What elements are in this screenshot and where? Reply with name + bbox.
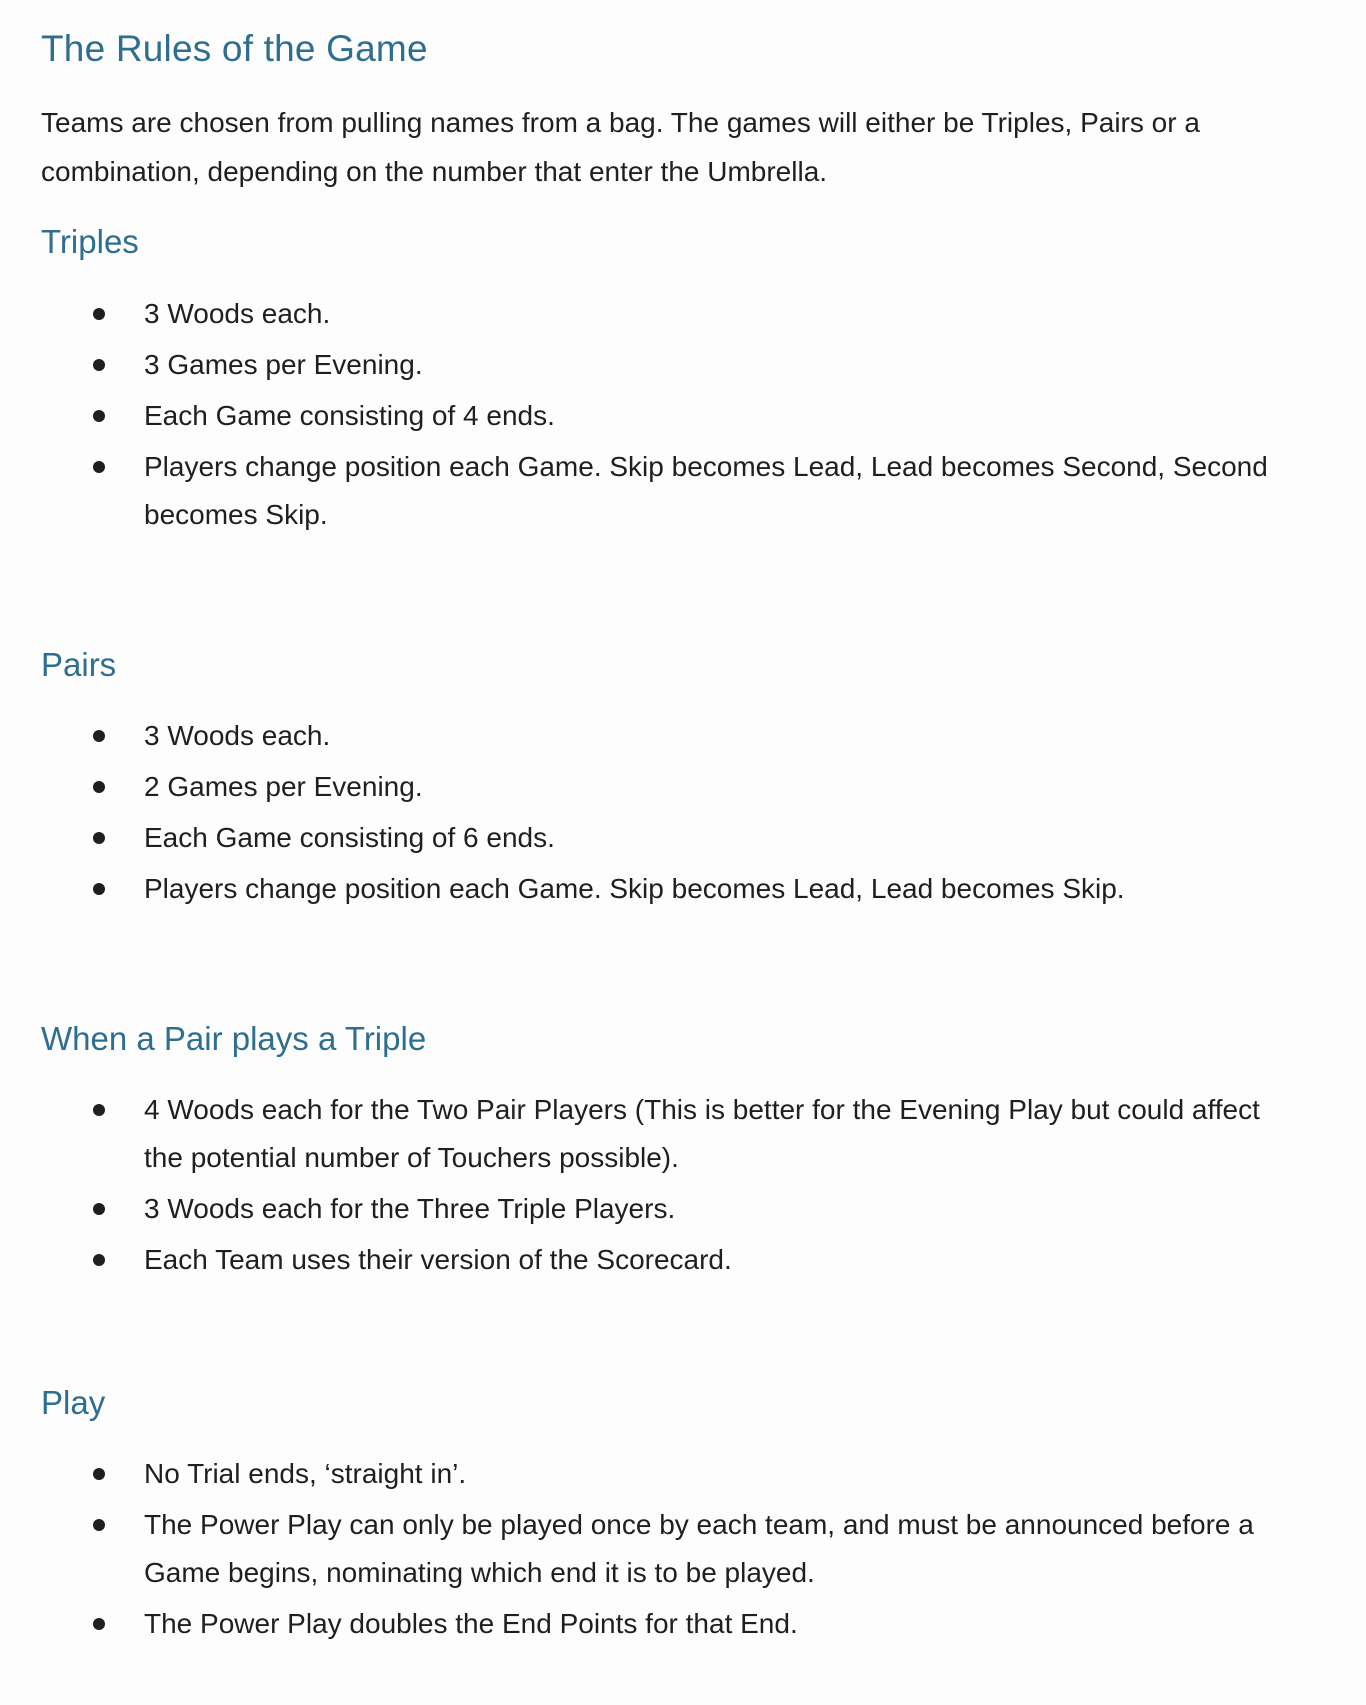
list-item-text: The Power Play can only be played once by each team, and must be announced before a Game begins, nominating which end it is to be played. — [144, 1509, 1254, 1588]
list-item-text: Each Team uses their version of the Scorecard. — [144, 1244, 732, 1275]
list-item-text: Players change position each Game. Skip becomes Lead, Lead becomes Skip. — [144, 873, 1125, 904]
list-item-text: Each Game consisting of 4 ends. — [144, 400, 555, 431]
list-item — [0, 1600, 1304, 1648]
list-play — [0, 1450, 1366, 1651]
section-heading-pairs: Pairs — [41, 646, 117, 683]
list-item — [0, 1450, 1304, 1498]
bullet-icon — [93, 1104, 105, 1116]
list-item-text: 3 Woods each. — [144, 298, 331, 329]
list-item — [0, 341, 1304, 389]
list-item — [0, 712, 1304, 760]
bullet-icon — [93, 1203, 105, 1215]
bullet-icon — [93, 781, 105, 793]
section-heading-triples: Triples — [41, 223, 139, 260]
list-item — [0, 763, 1304, 811]
list-item-text: 3 Woods each. — [144, 720, 331, 751]
bullet-icon — [93, 410, 105, 422]
bullet-icon — [93, 1618, 105, 1630]
list-item-text: 4 Woods each for the Two Pair Players (This is better for the Evening Play but could affect the potential number of Touchers possible). — [144, 1094, 1260, 1173]
list-item — [0, 290, 1304, 338]
list-item — [0, 1236, 1304, 1284]
list-item — [0, 865, 1304, 913]
bullet-icon — [93, 308, 105, 320]
list-item-text: 3 Games per Evening. — [144, 349, 423, 380]
list-item — [0, 1185, 1304, 1233]
intro-paragraph: Teams are chosen from pulling names from a bag. The games will either be Triples, Pairs or a combination, depending on the number that enter the Umbrella. — [41, 107, 1200, 187]
section-heading-play: Play — [41, 1384, 106, 1421]
list-pairs — [0, 712, 1366, 916]
list-item-text: No Trial ends, ‘straight in’. — [144, 1458, 467, 1489]
list-pair-vs-triple — [0, 1086, 1366, 1287]
list-item-text: 3 Woods each for the Three Triple Players. — [144, 1193, 676, 1224]
list-item-text: 2 Games per Evening. — [144, 771, 423, 802]
list-triples — [0, 290, 1366, 542]
bullet-icon — [93, 1519, 105, 1531]
bullet-icon — [93, 883, 105, 895]
bullet-icon — [93, 730, 105, 742]
bullet-icon — [93, 832, 105, 844]
page-title: The Rules of the Game — [41, 28, 428, 69]
list-item-text: The Power Play doubles the End Points for that End. — [144, 1608, 798, 1639]
bullet-icon — [93, 461, 105, 473]
list-item — [0, 443, 1304, 539]
list-item — [0, 814, 1304, 862]
list-item — [0, 1086, 1304, 1182]
section-heading-pair-vs-triple: When a Pair plays a Triple — [41, 1020, 427, 1057]
list-item-text: Each Game consisting of 6 ends. — [144, 822, 555, 853]
list-item — [0, 392, 1304, 440]
bullet-icon — [93, 1468, 105, 1480]
list-item — [0, 1501, 1304, 1597]
bullet-icon — [93, 359, 105, 371]
bullet-icon — [93, 1254, 105, 1266]
list-item-text: Players change position each Game. Skip becomes Lead, Lead becomes Second, Second becomes Skip. — [144, 451, 1268, 530]
